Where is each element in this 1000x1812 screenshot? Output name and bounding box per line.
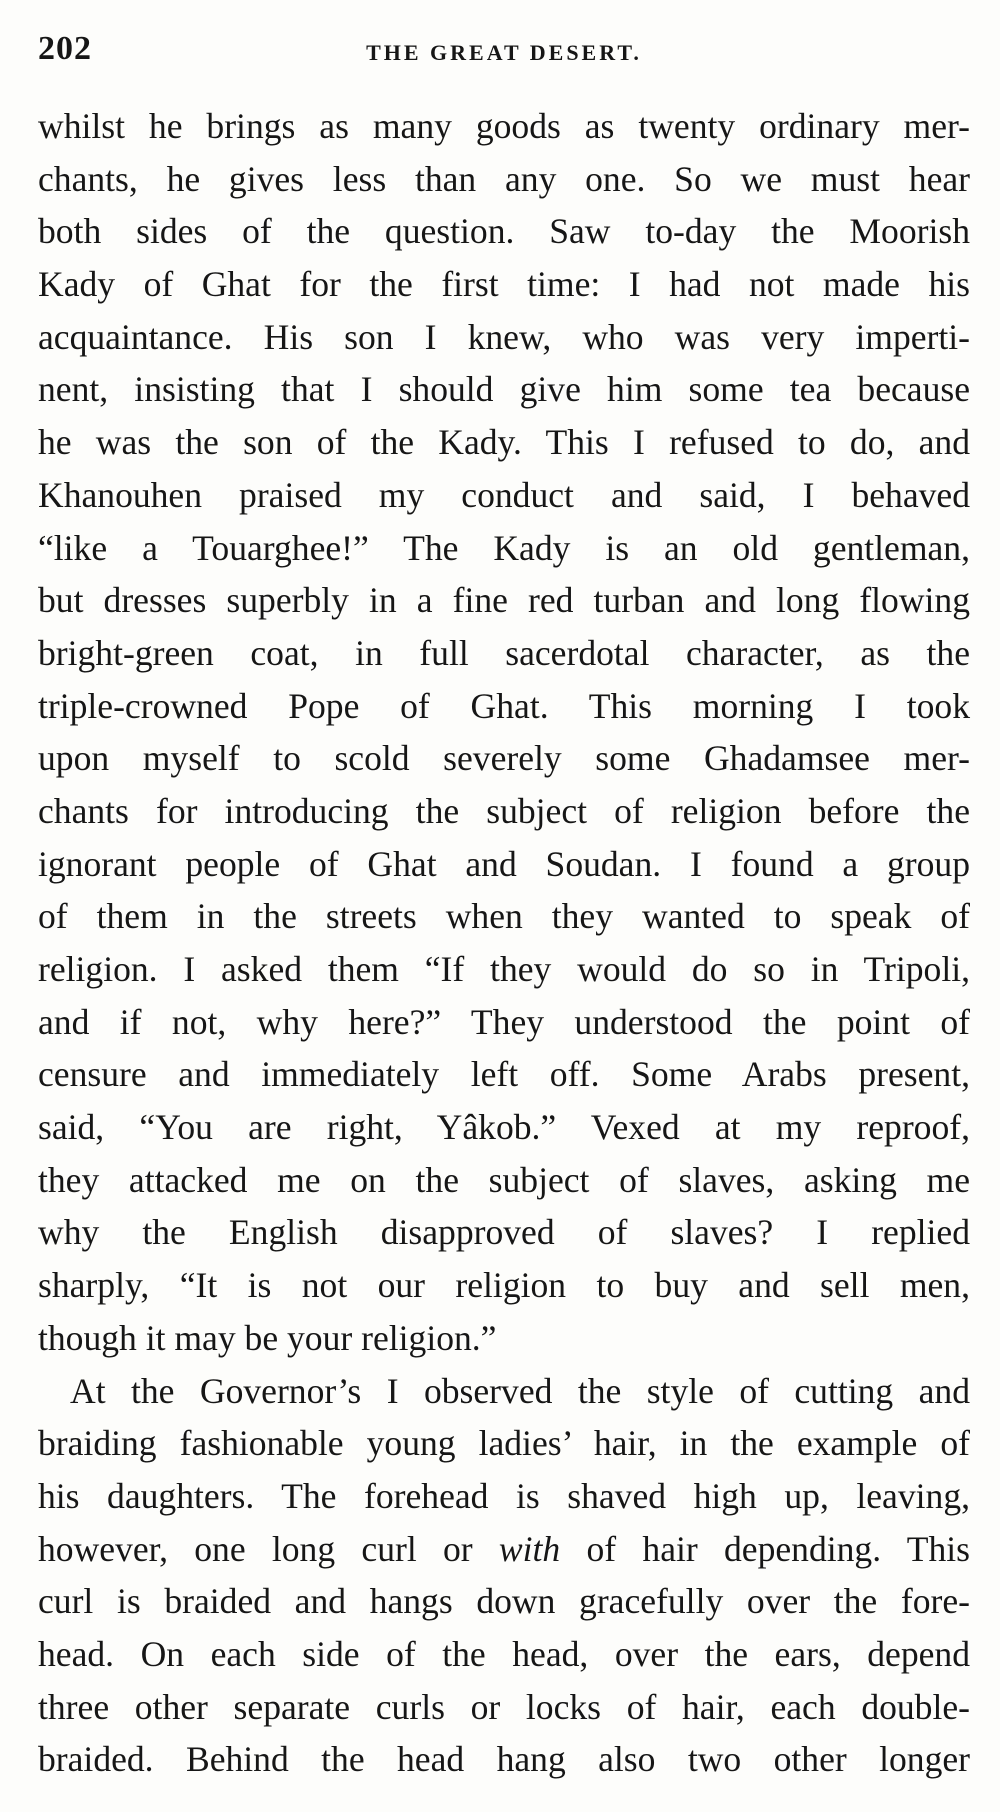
text-line: nent, insisting that I should give him some tea because — [38, 369, 970, 410]
text-line: both sides of the question. Saw to-day the Moorish — [38, 211, 970, 252]
text-line: ignorant people of Ghat and Soudan. I found a group — [38, 843, 970, 884]
text-line-with-italic — [38, 1523, 970, 1576]
page-header — [38, 18, 970, 78]
text-line: upon myself to scold severely some Ghadamsee mer- — [38, 738, 970, 779]
text-line: braided. Behind the head hang also two other longer — [38, 1739, 970, 1780]
text-line: but dresses superbly in a fine red turban and long flowing — [38, 580, 970, 621]
text-line: of them in the streets when they wanted to speak of — [38, 896, 970, 937]
text-segment: of hair depending. This — [560, 1528, 970, 1569]
text-line: though it may be your religion.” — [38, 1317, 497, 1358]
italic-word: with — [498, 1528, 561, 1569]
text-line: whilst he brings as many goods as twenty ordinary mer- — [38, 106, 970, 146]
running-head: THE GREAT DESERT. — [366, 40, 642, 65]
text-line: censure and immediately left off. Some Arabs present, — [38, 1054, 970, 1095]
paragraph-1 — [38, 100, 970, 1365]
text-segment: however, one long curl or — [38, 1528, 473, 1569]
text-line: triple-crowned Pope of Ghat. This morning I took — [38, 685, 970, 726]
text-line: chants, he gives less than any one. So we must hear — [38, 158, 970, 199]
text-line: three other separate curls or locks of hair, each double- — [38, 1686, 970, 1727]
text-line: religion. I asked them “If they would do so in Tripoli, — [38, 949, 970, 989]
text-line: they attacked me on the subject of slaves, asking me — [38, 1159, 970, 1200]
paragraph-2 — [38, 1365, 970, 1787]
text-line: acquaintance. His son I knew, who was very imperti- — [38, 316, 970, 357]
text-line: he was the son of the Kady. This I refused to do, and — [38, 422, 970, 463]
text-line: his daughters. The forehead is shaved high up, leaving, — [38, 1475, 970, 1516]
text-line: curl is braided and hangs down gracefully over the fore- — [38, 1581, 970, 1622]
text-line: Kady of Ghat for the first time: I had not made his — [38, 264, 970, 305]
page-number: 202 — [38, 30, 92, 67]
page-body — [38, 100, 970, 1786]
text-line: why the English disapproved of slaves? I replied — [38, 1212, 970, 1253]
text-line: sharply, “It is not our religion to buy and sell men, — [38, 1265, 970, 1306]
text-line: At the Governor’s I observed the style of cutting and — [70, 1370, 970, 1411]
text-line: braiding fashionable young ladies’ hair, in the example of — [38, 1423, 970, 1464]
text-line: “like a Touarghee!” The Kady is an old gentleman, — [38, 527, 970, 568]
text-line: Khanouhen praised my conduct and said, I behaved — [38, 474, 970, 515]
text-line: and if not, why here?” They understood the point of — [38, 1001, 970, 1042]
text-line: head. On each side of the head, over the ears, depend — [38, 1633, 970, 1674]
text-line: said, “You are right, Yâkob.” Vexed at my reproof, — [38, 1107, 970, 1148]
text-line: chants for introducing the subject of religion before the — [38, 790, 970, 831]
text-line: bright-green coat, in full sacerdotal character, as the — [38, 632, 970, 673]
